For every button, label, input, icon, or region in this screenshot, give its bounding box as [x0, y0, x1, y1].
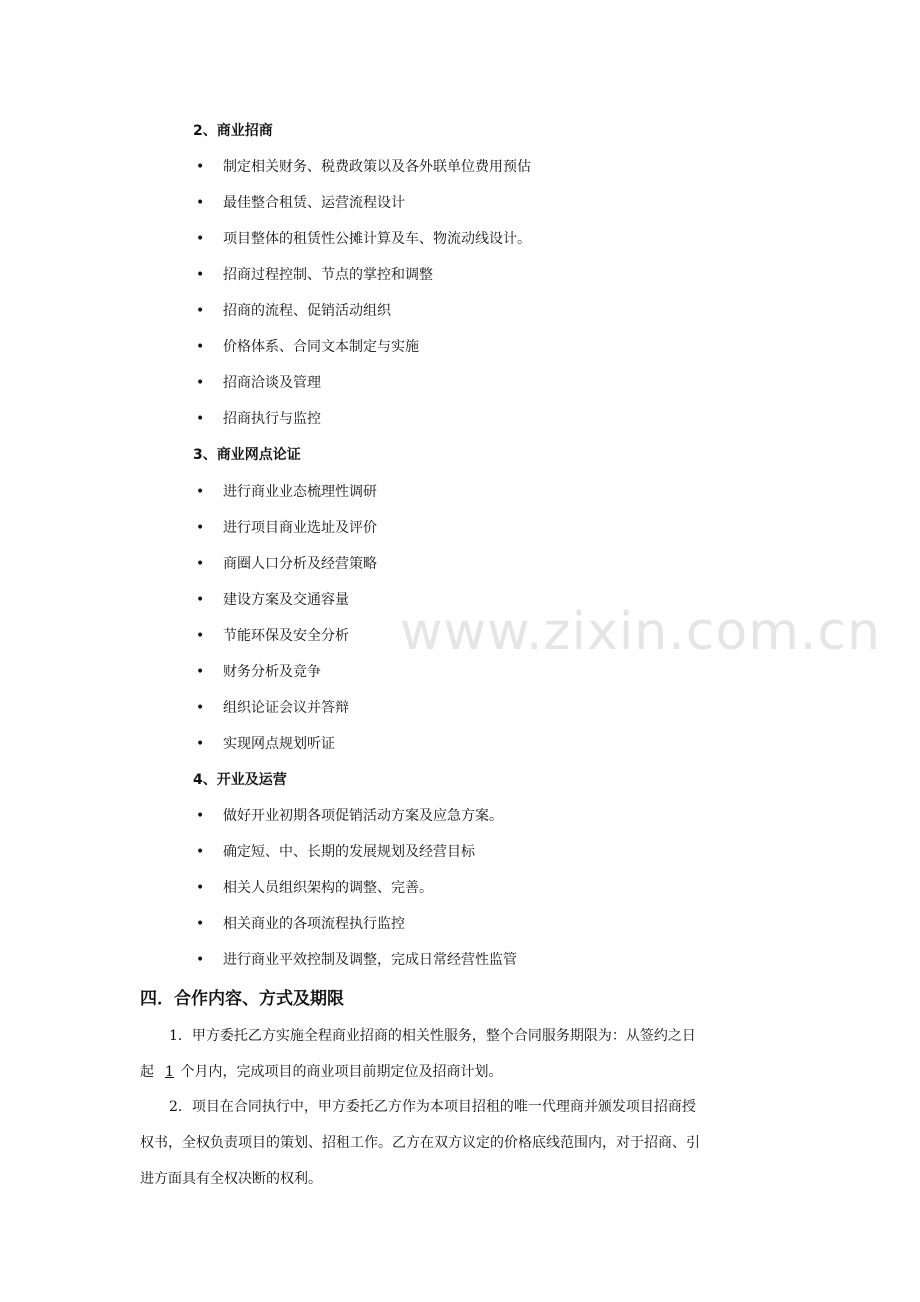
bullet-icon: • — [196, 375, 205, 391]
bullet-icon: • — [196, 556, 205, 572]
bullet-icon: • — [196, 339, 205, 355]
bullet-icon: • — [196, 267, 205, 283]
bullet-icon: • — [196, 303, 205, 319]
paragraph-1 — [140, 1018, 785, 1090]
bullet-icon: • — [196, 736, 205, 752]
watermark: www.zixin.com.cn — [400, 602, 881, 662]
paragraph-line: 起 1 个月内，完成项目的商业项目前期定位及招商计划。 — [140, 1054, 785, 1090]
section-heading-2: 2、商业招商 — [193, 123, 273, 139]
bullet-icon: • — [196, 880, 205, 896]
bullet-icon: • — [196, 231, 205, 247]
document-page: 2、商业招商 • 制定相关财务、税费政策以及各外联单位费用预估 • 最佳整合租赁、运营流程设计 • 项目整体的租赁性公摊计算及车、物流动线设计。 • 招商过程控制、节点的掌控和调整 • 招商的流程、促销活动组织 • 价格体系、合同文本制定与实施 • 招商洽谈及管理 • 招商执行与监控 3、商业网点论证 • 进行商业业态梳理性调研 • 进行项目商业选址及评价 • 商圈人口分析及经营策略 • 建设方案及交通容量 • 节能环保及安全分析 • 财务分析及竞争 • 组织论证会议并答辩 • 实现网点规划听证 4、开业及运营 • 做好开业初期各项促销活动方案及应急方案。 • 确定短、中、长期的发展规划及经营目标 • 相关人员组织架构的调整、完善。 • 相关商业的各项流程执行监控 • 进行商业平效控制及调整，完成日常经营性监管 四．合作内容、方式及期限 1．甲方委托乙方实施全程商业招商的相关性服务，整个合同服务期限为：从签约之日 起 1 个月内，完成项目的商业项目前期定位及招商计划。 2．项目在合同执行中，甲方委托乙方作为本项目招租的唯一代理商并颁发项目招商授 权书，全权负责项目的策划、招租工作。乙方在双方议定的价格底线范围内，对于招商、引 进方面具有全权决断的权利。 www.zixin.com.cn — [0, 0, 920, 1302]
duration-blank: 1 — [164, 1064, 174, 1080]
bullet-icon: • — [196, 700, 205, 716]
bullet-icon: • — [196, 520, 205, 536]
paragraph-line: 权书，全权负责项目的策划、招租工作。乙方在双方议定的价格底线范围内，对于招商、引 — [140, 1135, 700, 1151]
bullet-icon: • — [196, 808, 205, 824]
bullet-icon: • — [196, 844, 205, 860]
section-heading-3: 3、商业网点论证 — [193, 447, 301, 463]
bullet-icon: • — [196, 159, 205, 175]
bullet-icon: • — [196, 952, 205, 968]
paragraph-line: 1．甲方委托乙方实施全程商业招商的相关性服务，整个合同服务期限为：从签约之日 — [169, 1028, 696, 1044]
bullet-icon: • — [196, 628, 205, 644]
section-heading-4: 4、开业及运营 — [193, 772, 287, 788]
bullet-icon: • — [196, 484, 205, 500]
bullet-icon: • — [196, 592, 205, 608]
bullet-icon: • — [196, 916, 205, 932]
bullet-icon: • — [196, 195, 205, 211]
paragraph-2 — [140, 1089, 785, 1197]
paragraph-line: 进方面具有全权决断的权利。 — [140, 1171, 322, 1187]
paragraph-line: 2．项目在合同执行中，甲方委托乙方作为本项目招租的唯一代理商并颁发项目招商授 — [169, 1099, 696, 1115]
chapter-heading: 四．合作内容、方式及期限 — [140, 989, 344, 1009]
bullet-icon: • — [196, 664, 205, 680]
bullet-icon: • — [196, 411, 205, 427]
